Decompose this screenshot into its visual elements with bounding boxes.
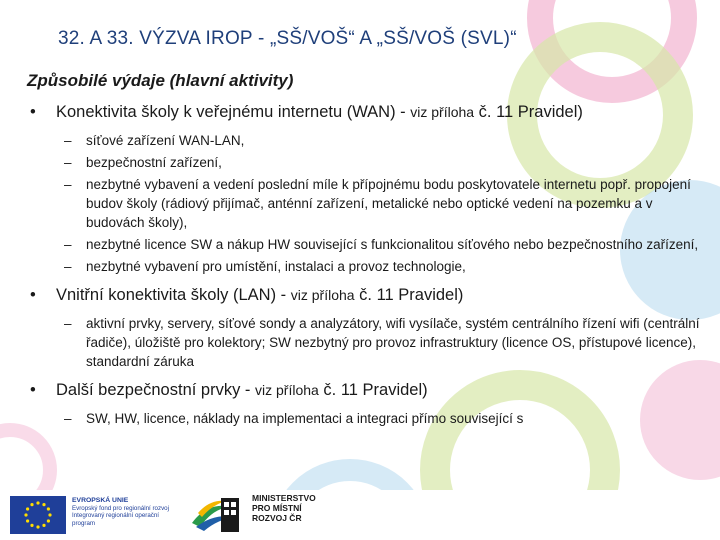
slide-subtitle: Způsobilé výdaje (hlavní aktivity) [27, 71, 294, 90]
dash-marker: – [64, 237, 72, 252]
ministry-emblem-icon [218, 494, 242, 536]
bullet-marker: • [30, 286, 36, 304]
sublist-wan [64, 131, 700, 276]
bullet-tail: č. 11 Pravidel) [354, 286, 464, 304]
bullet-lan [30, 284, 700, 306]
dash-marker: – [64, 133, 72, 148]
list-item-text: aktivní prvky, servery, síťové sondy a analyzátory, wifi vysílače, systém centrálního řízení wifi (centrální řadiče), úložiště pro kolektory; SW nezbytný pro provoz infrastruktury (licence OS, přístupové licence), standardní záruka [86, 316, 700, 369]
list-item [64, 409, 700, 428]
eu-flag-icon [10, 496, 66, 534]
eu-fund: Evropský fond pro regionální rozvoj [72, 504, 169, 512]
bullet-security [30, 379, 700, 401]
list-item [64, 314, 700, 371]
ministry-logo-text [252, 493, 316, 523]
list-item-text: nezbytné vybavení a vedení poslední míle k přípojnému bodu poskytovatele internetu popř. propojení budov školy (rádiový přijímač, anténní zařízení, metalické nebo optické vedení na pozemku a v budovách školy), [86, 177, 691, 230]
sublist-lan [64, 314, 700, 371]
bullet-ref: viz příloha [410, 104, 475, 120]
eu-program: Integrovaný regionální operační program [72, 512, 160, 527]
ministry-line-3: ROZVOJ ČR [252, 513, 302, 523]
ministry-line-1: MINISTERSTVO [252, 493, 316, 503]
dash-marker: – [64, 316, 72, 331]
list-item-text: bezpečnostní zařízení, [86, 155, 222, 170]
dash-marker: – [64, 259, 72, 274]
slide-content [30, 101, 700, 431]
list-item-text: SW, HW, licence, náklady na implementaci a integraci přímo související s [86, 411, 524, 426]
list-item [64, 153, 700, 172]
ministry-line-2: PRO MÍSTNÍ [252, 503, 302, 513]
bullet-marker: • [30, 381, 36, 399]
bullet-marker: • [30, 103, 36, 121]
dash-marker: – [64, 155, 72, 170]
dash-marker: – [64, 177, 72, 192]
bullet-text: Konektivita školy k veřejnému internetu (WAN) - [56, 103, 411, 121]
bullet-tail: č. 11 Pravidel) [318, 381, 428, 399]
eu-title: EVROPSKÁ UNIE [72, 497, 129, 504]
list-item [64, 175, 700, 232]
bullet-text: Další bezpečnostní prvky - [56, 381, 255, 399]
list-item-text: síťové zařízení WAN-LAN, [86, 133, 245, 148]
list-item [64, 131, 700, 150]
bullet-ref: viz příloha [290, 287, 355, 303]
bullet-ref: viz příloha [255, 382, 319, 398]
list-item [64, 235, 700, 254]
footer-logos [0, 490, 720, 540]
bullet-text: Vnitřní konektivita školy (LAN) - [56, 286, 291, 304]
bullet-tail: č. 11 Pravidel) [474, 103, 583, 121]
eu-logo-text [72, 497, 182, 527]
dash-marker: – [64, 411, 72, 426]
list-item-text: nezbytné vybavení pro umístění, instalaci a provoz technologie, [86, 259, 466, 274]
bullet-wan [30, 101, 700, 123]
slide-title: 32. A 33. VÝZVA IROP - „SŠ/VOŠ“ A „SŠ/VOŠ (SVL)“ [58, 28, 517, 49]
list-item-text: nezbytné licence SW a nákup HW související s funkcionalitou síťového nebo bezpečnostního zařízení, [86, 237, 699, 252]
sublist-security [64, 409, 700, 428]
list-item [64, 257, 700, 276]
